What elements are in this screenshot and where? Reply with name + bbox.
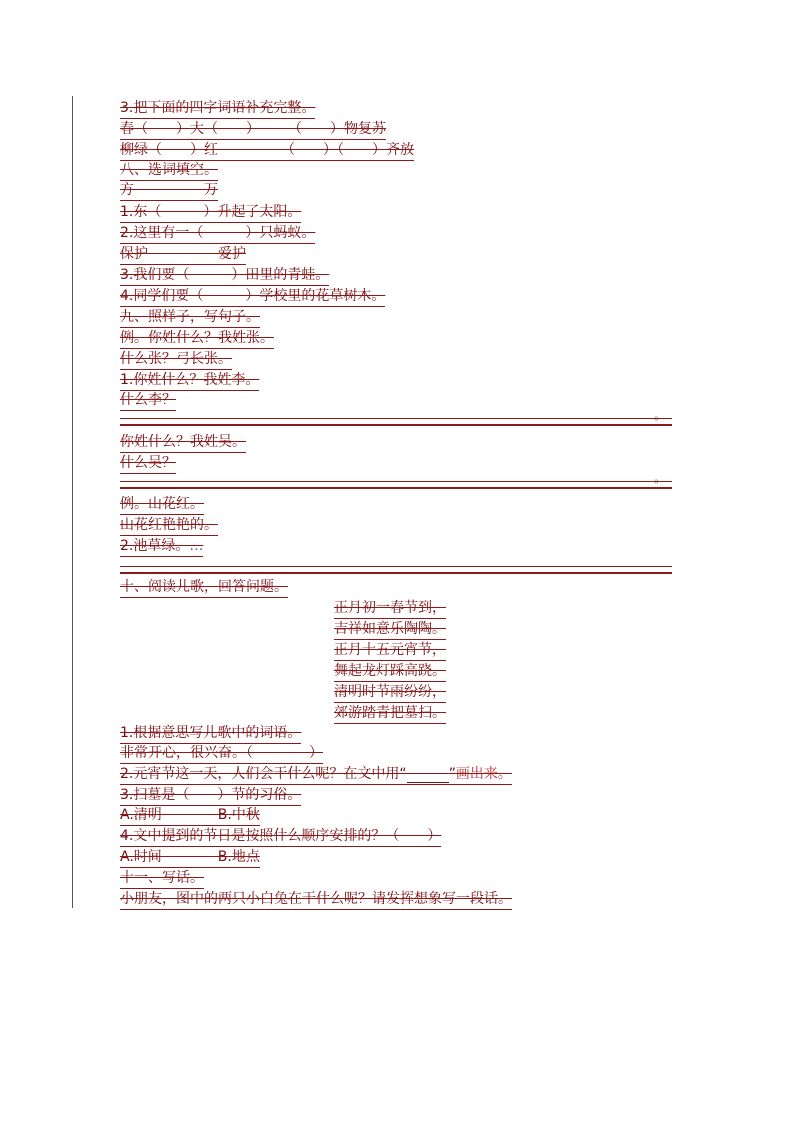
- writing-prompt: 小朋友，图中的两只小白兔在干什么呢？请发挥想象写一段话。: [120, 890, 512, 910]
- section-10-heading: 十、阅读儿歌，回答问题。: [120, 578, 288, 598]
- q10-2-quote: ”: [448, 766, 456, 782]
- q10-2-text: 2.元宵节这一天，人们会干什么呢？在文中用“: [120, 766, 407, 782]
- word-choice-1: 方 万: [120, 181, 218, 201]
- word-choice-2: 保护 爱护: [120, 245, 246, 265]
- fill-blank-4: 4.同学们要（ ）学校里的花草树木。: [120, 287, 385, 307]
- example-2: 例。山花红。: [120, 495, 204, 515]
- poem-line-1: 正月初一春节到，: [334, 599, 446, 619]
- answer-line-3: [120, 566, 672, 574]
- q10-2-action: 画出来。: [455, 766, 512, 782]
- fill-blank-1: 1.东（ ）升起了太阳。: [120, 203, 301, 223]
- poem-line-6: 郊游踏青把墓扫。: [334, 704, 446, 724]
- q10-3: 3.扫墓是（ ）节的习俗。: [120, 786, 301, 806]
- poem-line-4: 舞起龙灯踩高跷。: [334, 662, 446, 682]
- example-1: 例。你姓什么？我姓张。: [120, 329, 274, 349]
- q10-4-options: A.时间 B.地点: [120, 848, 260, 868]
- period-mark: 。: [653, 471, 666, 485]
- section-8-heading: 八、选词填空。: [120, 161, 218, 181]
- section-11-heading: 十一、写话。: [120, 869, 204, 889]
- page-margin-rule: [72, 96, 73, 908]
- exercise-3-text: 2.池草绿。: [120, 538, 190, 554]
- fill-blank-2: 2.这里有一（ ）只蚂蚁。: [120, 224, 315, 244]
- q10-4: 4.文中提到的节日是按照什么顺序安排的？（ ）: [120, 827, 441, 847]
- exercise-2-prompt: 什么吴？: [120, 454, 176, 474]
- poem-line-5: 清明时节雨纷纷，: [334, 683, 446, 703]
- exercise-2: 你姓什么？我姓吴。: [120, 433, 246, 453]
- q10-1-answer: 非常开心，很兴奋。（ ）: [120, 744, 323, 764]
- answer-line-2: [120, 471, 672, 489]
- example-2-answer: 山花红艳艳的。: [120, 516, 218, 536]
- exercise-3: [120, 537, 203, 557]
- section-9-heading: 九、照样子，写句子。: [120, 308, 260, 328]
- q10-3-options: A.清明 B.中秋: [120, 806, 260, 826]
- q10-1: 1.根据意思写儿歌中的词语。: [120, 724, 301, 744]
- idiom-row-1: 春（ ）大（ ） （ ）物复苏: [120, 120, 386, 140]
- idiom-row-2: 柳绿（ ）红 （ ）（ ）齐放: [120, 141, 414, 161]
- q10-2: [120, 765, 512, 785]
- poem-line-2: 吉祥如意乐陶陶。: [334, 620, 446, 640]
- trail-mark: …: [189, 538, 204, 554]
- exercise-1-prompt: 什么李？: [120, 391, 176, 411]
- answer-line-1: [120, 408, 672, 426]
- q10-2-blank: [407, 766, 449, 783]
- q3-instruction: 3.把下面的四字词语补充完整。: [120, 99, 315, 119]
- poem-line-3: 正月十五元宵节，: [334, 641, 446, 661]
- example-1-answer: 什么张？弓长张。: [120, 350, 232, 370]
- period-mark: 。: [653, 408, 666, 422]
- fill-blank-3: 3.我们要（ ）田里的青蛙。: [120, 266, 329, 286]
- exercise-1: 1.你姓什么？我姓李。: [120, 371, 259, 391]
